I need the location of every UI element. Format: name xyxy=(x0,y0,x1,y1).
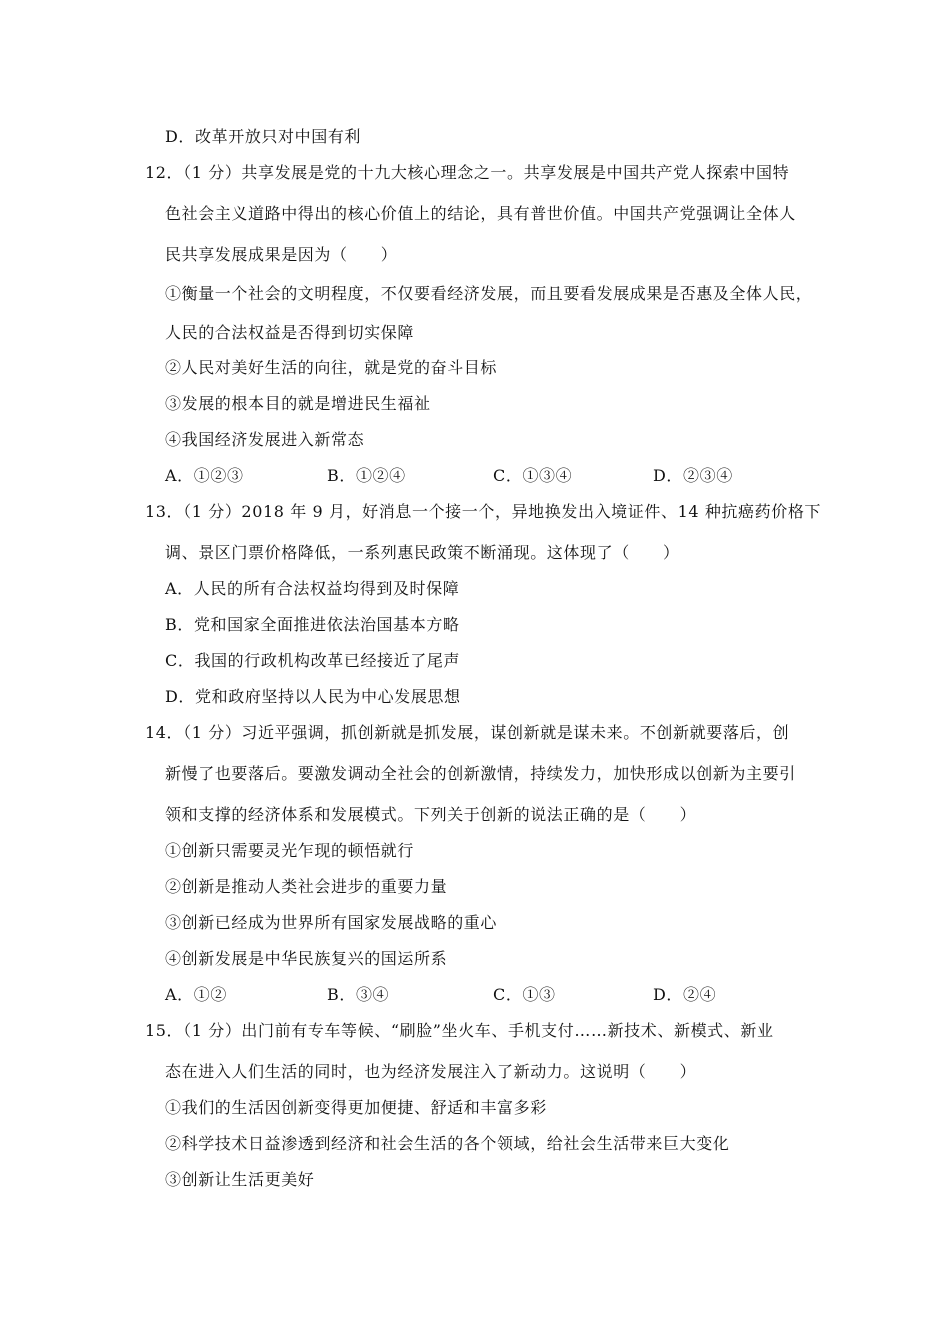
q12-stem-line-2: 色社会主义道路中得出的核心价值上的结论，具有普世价值。中国共产党强调让全体人 xyxy=(165,204,796,223)
q14-option-b: B．③④ xyxy=(327,985,390,1004)
q12-option-c: C．①③④ xyxy=(493,466,573,485)
q15-statement-1: ①我们的生活因创新变得更加便捷、舒适和丰富多彩 xyxy=(165,1098,547,1117)
q12-statement-1a: ①衡量一个社会的文明程度，不仅要看经济发展，而且要看发展成果是否惠及全体人民， xyxy=(165,284,813,303)
q12-statement-1b: 人民的合法权益是否得到切实保障 xyxy=(165,323,415,342)
q12-statement-4: ④我国经济发展进入新常态 xyxy=(165,430,365,449)
q15-stem-line-2: 态在进入人们生活的同时，也为经济发展注入了新动力。这说明（ ） xyxy=(165,1062,697,1081)
q14-stem-line-1: 14．（1 分）习近平强调，抓创新就是抓发展，谋创新就是谋未来。不创新就要落后，创 xyxy=(145,723,790,742)
q13-stem-line-1: 13．（1 分）2018 年 9 月，好消息一个接一个，异地换发出入境证件、14 种抗癌药价格下 xyxy=(145,502,822,521)
q14-stem-line-3: 领和支撑的经济体系和发展模式。下列关于创新的说法正确的是（ ） xyxy=(165,805,697,824)
q12-option-a: A．①②③ xyxy=(165,466,244,485)
q12-stem-line-3: 民共享发展成果是因为（ ） xyxy=(165,245,398,264)
q13-stem-line-2: 调、景区门票价格降低，一系列惠民政策不断涌现。这体现了（ ） xyxy=(165,543,680,562)
q14-option-a: A．①② xyxy=(165,985,227,1004)
q12-option-d: D．②③④ xyxy=(653,466,733,485)
q14-option-c: C．①③ xyxy=(493,985,556,1004)
q15-statement-2: ②科学技术日益渗透到经济和社会生活的各个领域，给社会生活带来巨大变化 xyxy=(165,1134,730,1153)
q14-statement-2: ②创新是推动人类社会进步的重要力量 xyxy=(165,877,448,896)
q13-option-c: C．我国的行政机构改革已经接近了尾声 xyxy=(165,651,461,670)
q13-option-a: A．人民的所有合法权益均得到及时保障 xyxy=(165,579,460,598)
q14-statement-3: ③创新已经成为世界所有国家发展战略的重心 xyxy=(165,913,498,932)
q12-statement-3: ③发展的根本目的就是增进民生福祉 xyxy=(165,394,431,413)
q14-option-d: D．②④ xyxy=(653,985,717,1004)
q13-option-d: D．党和政府坚持以人民为中心发展思想 xyxy=(165,687,461,706)
q12-option-b: B．①②④ xyxy=(327,466,406,485)
q12-statement-2: ②人民对美好生活的向往，就是党的奋斗目标 xyxy=(165,358,498,377)
q14-stem-line-2: 新慢了也要落后。要激发调动全社会的创新激情，持续发力，加快形成以创新为主要引 xyxy=(165,764,796,783)
q11-option-d: D．改革开放只对中国有利 xyxy=(165,127,362,146)
q14-statement-4: ④创新发展是中华民族复兴的国运所系 xyxy=(165,949,448,968)
q15-statement-3: ③创新让生活更美好 xyxy=(165,1170,315,1189)
q14-statement-1: ①创新只需要灵光乍现的顿悟就行 xyxy=(165,841,415,860)
q12-stem-line-1: 12．（1 分）共享发展是党的十九大核心理念之一。共享发展是中国共产党人探索中国特 xyxy=(145,163,790,182)
q13-option-b: B．党和国家全面推进依法治国基本方略 xyxy=(165,615,460,634)
q15-stem-line-1: 15．（1 分）出门前有专车等候、“刷脸”坐火车、手机支付……新技术、新模式、新业 xyxy=(145,1021,774,1040)
